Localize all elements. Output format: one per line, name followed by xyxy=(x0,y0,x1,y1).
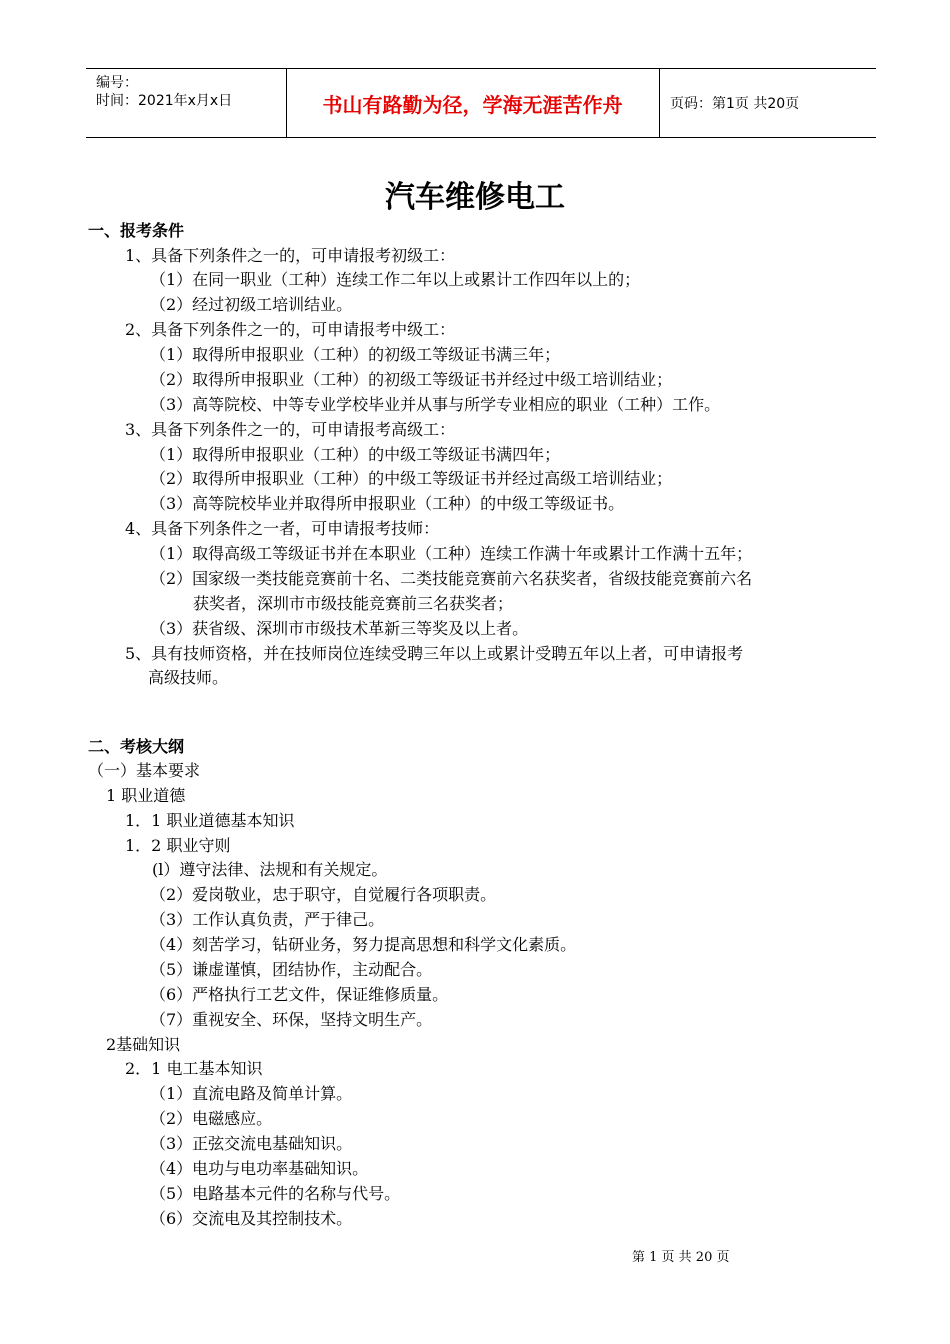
outline-line: （4）电功与电功率基础知识。 xyxy=(150,1159,369,1178)
outline-line: (l）遵守法律、法规和有关规定。 xyxy=(152,860,388,879)
condition-line: （3）高等院校、中等专业学校毕业并从事与所学专业相应的职业（工种）工作。 xyxy=(150,395,721,414)
page-footer: 第 1 页 共 20 页 xyxy=(632,1250,730,1265)
outline-line: （一）基本要求 xyxy=(88,761,201,780)
outline-line: （7）重视安全、环保，坚持文明生产。 xyxy=(150,1010,433,1029)
outline-line: 1．2 职业守则 xyxy=(125,836,231,855)
outline-line: （2）爱岗敬业，忠于职守，自觉履行各项职责。 xyxy=(150,885,497,904)
header-meta-cell xyxy=(86,69,287,137)
condition-line: （3）获省级、深圳市市级技术革新三等奖及以上者。 xyxy=(150,619,529,638)
condition-line: 3、具备下列条件之一的，可申请报考高级工： xyxy=(125,420,456,439)
condition-line: （1）取得所申报职业（工种）的初级工等级证书满三年； xyxy=(150,345,561,364)
header-table xyxy=(86,68,876,138)
condition-line: （3）高等院校毕业并取得所申报职业（工种）的中级工等级证书。 xyxy=(150,494,625,513)
time-label: 时间：2021年x月x日 xyxy=(96,93,233,109)
condition-line: 获奖者，深圳市市级技能竞赛前三名获奖者； xyxy=(193,594,514,613)
condition-line: （2）取得所申报职业（工种）的中级工等级证书并经过高级工培训结业； xyxy=(150,469,673,488)
section-heading: 一、报考条件 xyxy=(88,221,185,240)
outline-line: 1．1 职业道德基本知识 xyxy=(125,811,295,830)
outline-line: （6）交流电及其控制技术。 xyxy=(150,1209,353,1228)
header-motto: 书山有路勤为径，学海无涯苦作舟 xyxy=(286,69,660,137)
condition-line: 1、具备下列条件之一的，可申请报考初级工： xyxy=(125,246,456,265)
outline-line: （2）电磁感应。 xyxy=(150,1109,273,1128)
outline-line: （5）电路基本元件的名称与代号。 xyxy=(150,1184,401,1203)
code-label: 编号： xyxy=(96,75,138,91)
outline-line: （1）直流电路及简单计算。 xyxy=(150,1084,353,1103)
condition-line: 5、具有技师资格，并在技师岗位连续受聘三年以上或累计受聘五年以上者，可申请报考 xyxy=(125,644,744,663)
condition-line: 2、具备下列条件之一的，可申请报考中级工： xyxy=(125,320,456,339)
outline-line: （5）谦虚谨慎，团结协作，主动配合。 xyxy=(150,960,433,979)
condition-line: （2）经过初级工培训结业。 xyxy=(150,295,353,314)
outline-line: 2基础知识 xyxy=(106,1035,181,1054)
outline-line: （3）工作认真负责，严于律己。 xyxy=(150,910,385,929)
condition-line: （2）取得所申报职业（工种）的初级工等级证书并经过中级工培训结业； xyxy=(150,370,673,389)
condition-line: （1）取得高级工等级证书并在本职业（工种）连续工作满十年或累计工作满十五年； xyxy=(150,544,753,563)
outline-line: （6）严格执行工艺文件，保证维修质量。 xyxy=(150,985,449,1004)
condition-line: 4、具备下列条件之一者，可申请报考技师： xyxy=(125,519,440,538)
condition-line: 高级技师。 xyxy=(148,668,229,687)
section-heading: 二、考核大纲 xyxy=(88,737,185,756)
outline-line: （4）刻苦学习，钻研业务，努力提高思想和科学文化素质。 xyxy=(150,935,577,954)
condition-line: （1）在同一职业（工种）连续工作二年以上或累计工作四年以上的； xyxy=(150,270,641,289)
outline-line: 2．1 电工基本知识 xyxy=(125,1059,263,1078)
outline-line: 1 职业道德 xyxy=(106,786,186,805)
document-title: 汽车维修电工 xyxy=(385,180,565,215)
condition-line: （2）国家级一类技能竞赛前十名、二类技能竞赛前六名获奖者，省级技能竞赛前六名 xyxy=(150,569,753,588)
header-page-info: 页码：第1页 共20页 xyxy=(670,96,800,112)
outline-line: （3）正弦交流电基础知识。 xyxy=(150,1134,353,1153)
condition-line: （1）取得所申报职业（工种）的中级工等级证书满四年； xyxy=(150,445,561,464)
